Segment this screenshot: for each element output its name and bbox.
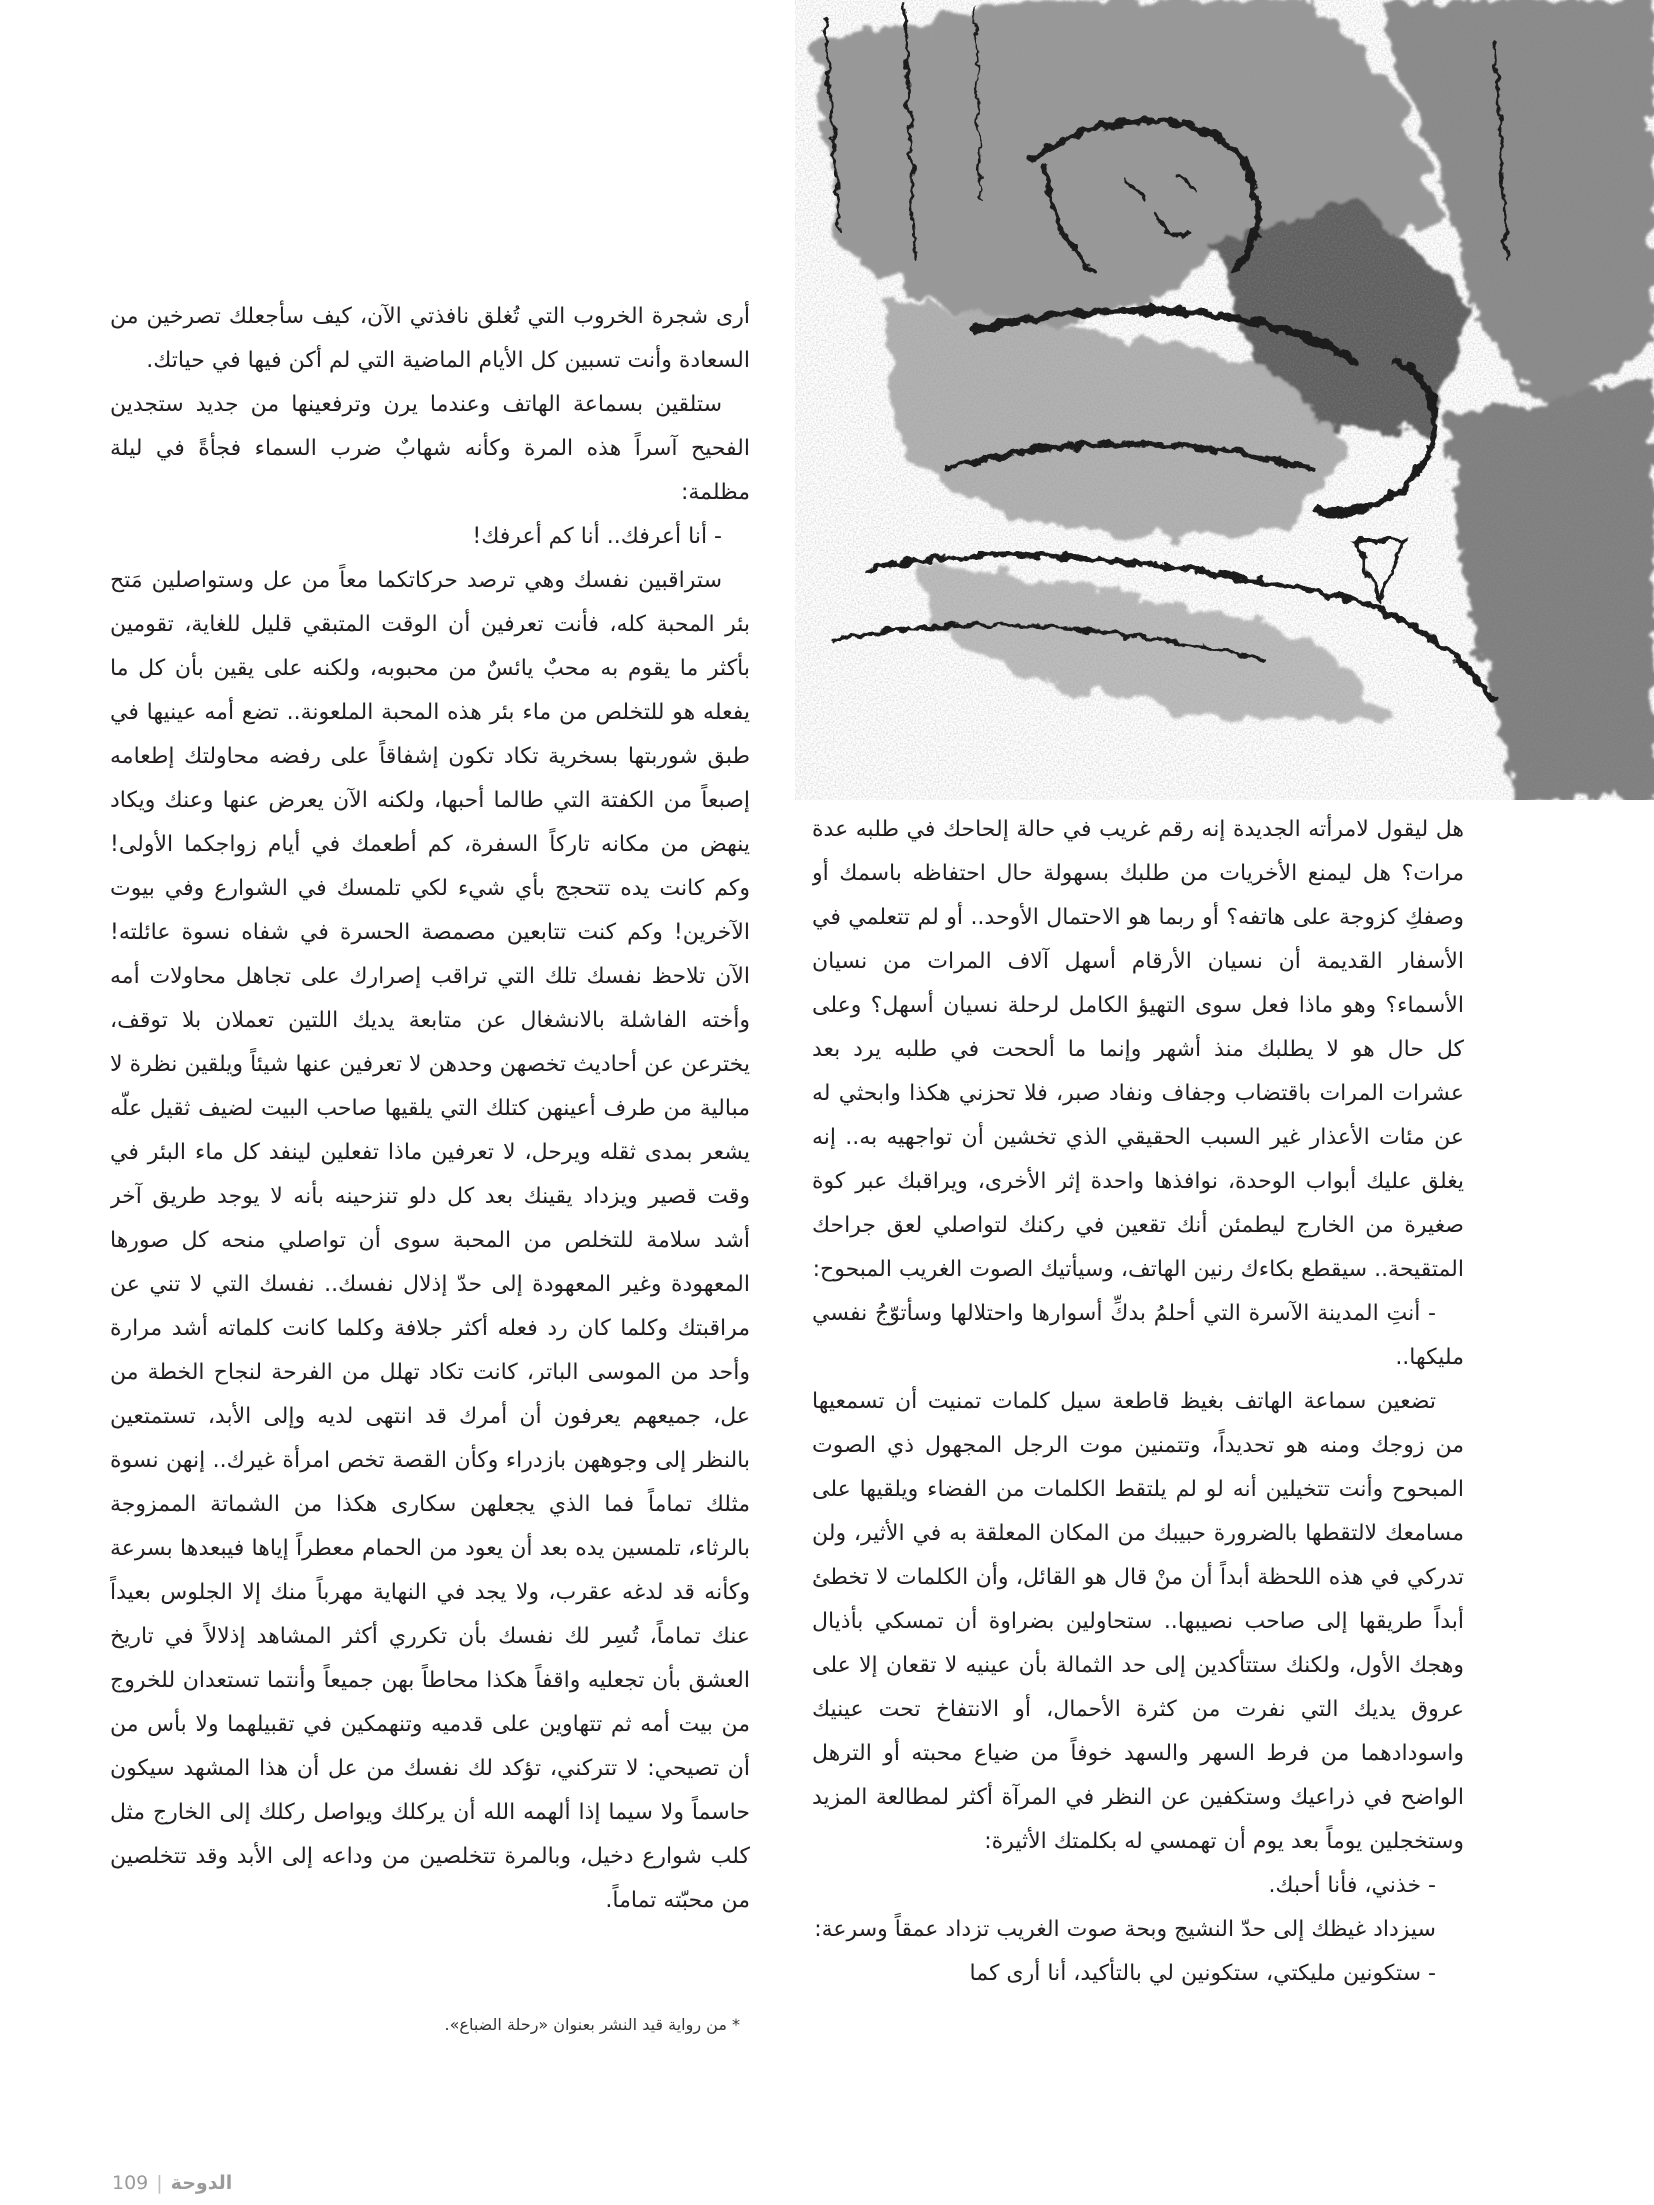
dialogue-line: - خذني، فأنا أحبك. (1268, 1873, 1436, 1898)
page-folio (112, 2172, 232, 2194)
dialogue-line: - أنتِ المدينة الآسرة التي أحلمُ بدكِّ أسوارها واحتلالها وسأتوّجُ نفسي مليكها.. (812, 1301, 1464, 1370)
page-number: 109 (112, 2172, 149, 2194)
paragraph: تضعين سماعة الهاتف بغيظ قاطعة سيل كلمات تمنيت أن تسمعيها من زوجك ومنه هو تحديداً، وتتمنين موت الرجل المجهول ذي الصوت المبحوح وأنت تتخيلين أنه لو لم يلتقط الكلمات من الفضاء ويلقيها على مسامعك لالتقطها بالضرورة حبيبك من المكان المعلقة به في الأثير، ولن تدركي في هذه اللحظة أبداً أن منْ قال هو القائل، وأن الكلمات لا تخطئ أبداً طريقها إلى صاحب نصيبها.. ستحاولين بضراوة أن تمسكي بأذيال وهجك الأول، ولكنك ستتأكدين إلى حد الثمالة بأن عينيه لا تقعان إلا على عروق يديك التي نفرت من كثرة الأحمال، أو الانتفاخ تحت عينيك واسودادهما من فرط السهر والسهد خوفاً من ضياع محبته أو الترهل الواضح في ذراعيك وستكفين عن النظر في المرآة أكثر لمطالعة المزيد وستخجلين يوماً بعد يوم أن تهمسي له بكلمتك الأثيرة: (812, 1389, 1464, 1854)
paragraph: سيزداد غيظك إلى حدّ النشيج وبحة صوت الغريب تزداد عمقاً وسرعة: (814, 1917, 1436, 1942)
paragraph: هل ليقول لامرأته الجديدة إنه رقم غريب في حالة إلحاحك في طلبه عدة مرات؟ هل ليمنع الأخريات من طلبك بسهولة حال احتفاظه باسمك أو وصفكِ كزوجة على هاتفه؟ أو ربما هو الاحتمال الأوحد.. أو لم تتعلمي في الأسفار القديمة أن نسيان الأرقام أسهل آلاف المرات من نسيان الأسماء؟ وهو ماذا فعل سوى التهيؤ الكامل لرحلة نسيان أسهل؟ وعلى كل حال هو لا يطلبك منذ أشهر وإنما ما ألححت في طلبه يرد بعد عشرات المرات باقتضاب وجفاف ونفاد صبر، فلا تحزني هكذا وابحثي له عن مئات الأعذار غير السبب الحقيقي الذي تخشين أن تواجهيه به.. إنه يغلق عليك أبواب الوحدة، نوافذها واحدة إثر الأخرى، ويراقبك عبر كوة صغيرة من الخارج ليطمئن أنك تقعين في ركنك لتواصلي لعق جراحك المتقيحة.. سيقطع بكاءك رنين الهاتف، وسيأتيك الصوت الغريب المبحوح: (812, 817, 1464, 1282)
folio-separator: | (156, 2172, 163, 2194)
charcoal-sketch-of-man-lying-icon (795, 0, 1654, 800)
footnote: * من رواية قيد النشر بعنوان «رحلة الضباع». (444, 2015, 740, 2034)
right-text-column (812, 808, 1464, 2098)
dialogue-line: - ستكونين مليكتي، ستكونين لي بالتأكيد، أنا أرى كما (969, 1961, 1436, 1986)
illustration (795, 0, 1654, 800)
left-text-column (110, 295, 750, 1955)
paragraph: أرى شجرة الخروب التي تُغلق نافذتي الآن، كيف سأجعلك تصرخين من السعادة وأنت تسبين كل الأيام الماضية التي لم أكن فيها في حياتك. (110, 304, 750, 373)
magazine-name: الدوحة (170, 2172, 233, 2194)
dialogue-line: - أنا أعرفك.. أنا كم أعرفك! (472, 524, 722, 549)
paragraph: ستلقين بسماعة الهاتف وعندما يرن وترفعينها من جديد ستجدين الفحيح آسراً هذه المرة وكأنه شهابٌ ضرب السماء فجأةً في ليلة مظلمة: (110, 392, 750, 505)
paragraph: ستراقبين نفسك وهي ترصد حركاتكما معاً من عل وستواصلين مَتح بئر المحبة كله، فأنت تعرفين أن الوقت المتبقي قليل للغاية، تقومين بأكثر ما يقوم به محبٌ يائسٌ من محبوبه، ولكنه على يقين بأن كل ما يفعله هو للتخلص من ماء بئر هذه المحبة الملعونة.. تضع أمه عينيها في طبق شوربتها بسخرية تكاد تكون إشفاقاً على رفضه محاولتك إطعامه إصبعاً من الكفتة التي طالما أحبها، ولكنه الآن يعرض عنها وعنك ويكاد ينهض من مكانه تاركاً السفرة، كم أطعمك في أيام زواجكما الأولى! وكم كانت يده تتحجج بأي شيء لكي تلمسك في الشوارع وفي بيوت الآخرين! وكم كنت تتابعين مصمصة الحسرة في شفاه نسوة عائلته! الآن تلاحظ نفسك تلك التي تراقب إصرارك على تجاهل محاولات أمه وأخته الفاشلة بالانشغال عن متابعة يديك اللتين تعملان بلا توقف، يخترعن عن أحاديث تخصهن وحدهن لا تعرفين عنها شيئاً ويلقين نظرة لا مبالية من طرف أعينهن كتلك التي يلقيها صاحب البيت لضيف ثقيل علّه يشعر بمدى ثقله ويرحل، لا تعرفين ماذا تفعلين لينفد كل ماء البئر في وقت قصير ويزداد يقينك بعد كل دلو تنزحينه بأنه لا يوجد طريق آخر أشد سلامة للتخلص من المحبة سوى أن تواصلي منحه كل صورها المعهودة وغير المعهودة إلى حدّ إذلال نفسك.. نفسك التي لا تني عن مراقبتك وكلما كان رد فعله أكثر جلافة وكلما كانت كلماته أشد مرارة وأحد من الموسى الباتر، كانت تكاد تهلل من الفرحة لنجاح الخطة من عل، جميعهم يعرفون أن أمرك قد انتهى لديه وإلى الأبد، تستمتعين بالنظر إلى وجوههن بازدراء وكأن القصة تخص امرأة غيرك.. إنهن نسوة مثلك تماماً فما الذي يجعلهن سكارى هكذا من الشماتة الممزوجة بالرثاء، تلمسين يده بعد أن يعود من الحمام معطراً إياها فيبعدها بسرعة وكأنه قد لدغه عقرب، ولا يجد في النهاية مهرباً منك إلا الجلوس بعيداً عنك تماماً، تُسِر لك نفسك بأن تكرري أكثر المشاهد إذلالاً في تاريخ العشق بأن تجعليه واقفاً هكذا محاطاً بهن جميعاً وأنتما تستعدان للخروج من بيت أمه ثم تتهاوين على قدميه وتنهمكين في تقبيلهما ولا بأس من أن تصيحي: لا تتركني، تؤكد لك نفسك من عل أن هذا المشهد سيكون حاسماً ولا سيما إذا ألهمه الله أن يركلك ويواصل ركلك إلى الخارج مثل كلب شوارع دخيل، وبالمرة تتخلصين من وداعه إلى الأبد وقد تتخلصين من محبّته تماماً. (110, 568, 750, 1913)
